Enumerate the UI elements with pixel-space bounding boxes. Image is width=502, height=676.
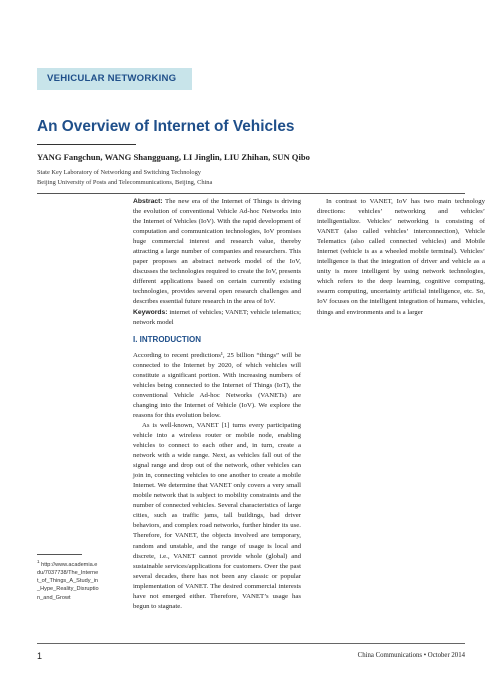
- section-banner: VEHICULAR NETWORKING: [37, 68, 192, 90]
- affiliation-line-2: Beijing University of Posts and Telecommunications, Beijing, China: [37, 178, 213, 186]
- affiliation-rule: [37, 193, 465, 194]
- intro-paragraph-2: As is well-known, VANET [1] turns every participating vehicle into a wireless router or mobile node, enabling vehicles to connect to each other and, in turn, create a network with a wide range. Next, as vehicles fall out of the signal range and drop out of the network, other vehicles can join in, connecting vehicles to one another to create a mobile Internet. We determine that VANET only covers a very small mobile network that is subject to mobility constraints and the number of connected vehicles. Several characteristics of large cities, such as traffic jams, tall buildings, bad driver behaviors, and complex road networks, further hinder its use. Therefore, for VANET, the objects involved are temporary, random and unstable, and the range of usage is local and discrete, i.e., VANET cannot provide whole (global) and sustainable services/applications for customers. Over the past several decades, there has not been any classic or popular implementation of VANET. The desired commercial interests have not emerged either. Therefore, VANET’s usage has begun to stagnate.: [133, 421, 301, 610]
- footer-rule: [37, 643, 465, 644]
- abstract-label: Abstract:: [133, 198, 163, 205]
- page-number: 1: [37, 651, 43, 661]
- footnote-rule: [37, 554, 82, 555]
- abstract-text: The new era of the Internet of Things is driving the evolution of conventional Vehicle Ad-hoc Networks into the Internet of Vehicles (IoV). With the rapid development of computation and communication technologies, IoV promises huge commercial interest and research value, thereby attracting a large number of companies and researchers. This paper proposes an abstract network model of the IoV, discusses the technologies required to create the IoV, presents different applications based on certain currently existing technologies, provides several open research challenges and describes essential future research in the area of IoV.: [133, 198, 301, 306]
- abstract: [133, 197, 301, 308]
- paper-affiliation: [37, 168, 477, 187]
- journal-footer: China Communications • October 2014: [357, 652, 465, 659]
- affiliation-line-1: State Key Laboratory of Networking and Switching Technology: [37, 169, 201, 176]
- paper-authors: YANG Fangchun, WANG Shangguang, LI Jinglin, LIU Zhihan, SUN Qibo: [37, 152, 310, 162]
- intro-paragraph-3: In contrast to VANET, IoV has two main technology directions: vehicles’ networking and vehicles’ intelligentialize. Vehicles’ networking is consisting of VANET (also called vehicles’ interconnection), Vehicle Telematics (also called connected vehicles) and Mobile Internet (vehicle is as a wheeled mobile terminal). Vehicles’ intelligence is that the integration of driver and vehicle as a unity is more intelligent by using network technologies, which refers to the deep learning, cognitive computing, swarm computing, uncertainty artificial intelligence, etc. So, IoV focuses on the intelligent integration of humans, vehicles, things and environments and is a larger: [317, 198, 485, 316]
- right-column: [317, 197, 485, 318]
- paper-title: An Overview of Internet of Vehicles: [37, 118, 295, 135]
- footnote: [37, 558, 99, 602]
- title-rule: [37, 144, 136, 145]
- keywords-label: Keywords:: [133, 308, 168, 316]
- footnote-url[interactable]: http://www.academia.edu/7037738/The_Internet_of_Things_A_Study_in_Hype_Reality_Disruption_and_Growt: [37, 561, 99, 601]
- keywords-text: internet of vehicles; VANET; vehicle telematics; network model: [133, 308, 301, 326]
- footnote-marker: 1: [37, 559, 40, 564]
- keywords: [133, 308, 301, 328]
- intro-paragraph-1: According to recent predictions¹, 25 billion “things” will be connected to the Internet by 2020, of which vehicles will constitute a significant portion. With increasing numbers of vehicles being connected to the Internet of Things (IoT), the conventional Vehicle Ad-hoc Networks (VANETs) are changing into the Internet of Vehicle (IoV). We explore the reasons for this evolution below.: [133, 351, 301, 419]
- section-heading: I. INTRODUCTION: [133, 334, 201, 344]
- left-column: [133, 197, 301, 612]
